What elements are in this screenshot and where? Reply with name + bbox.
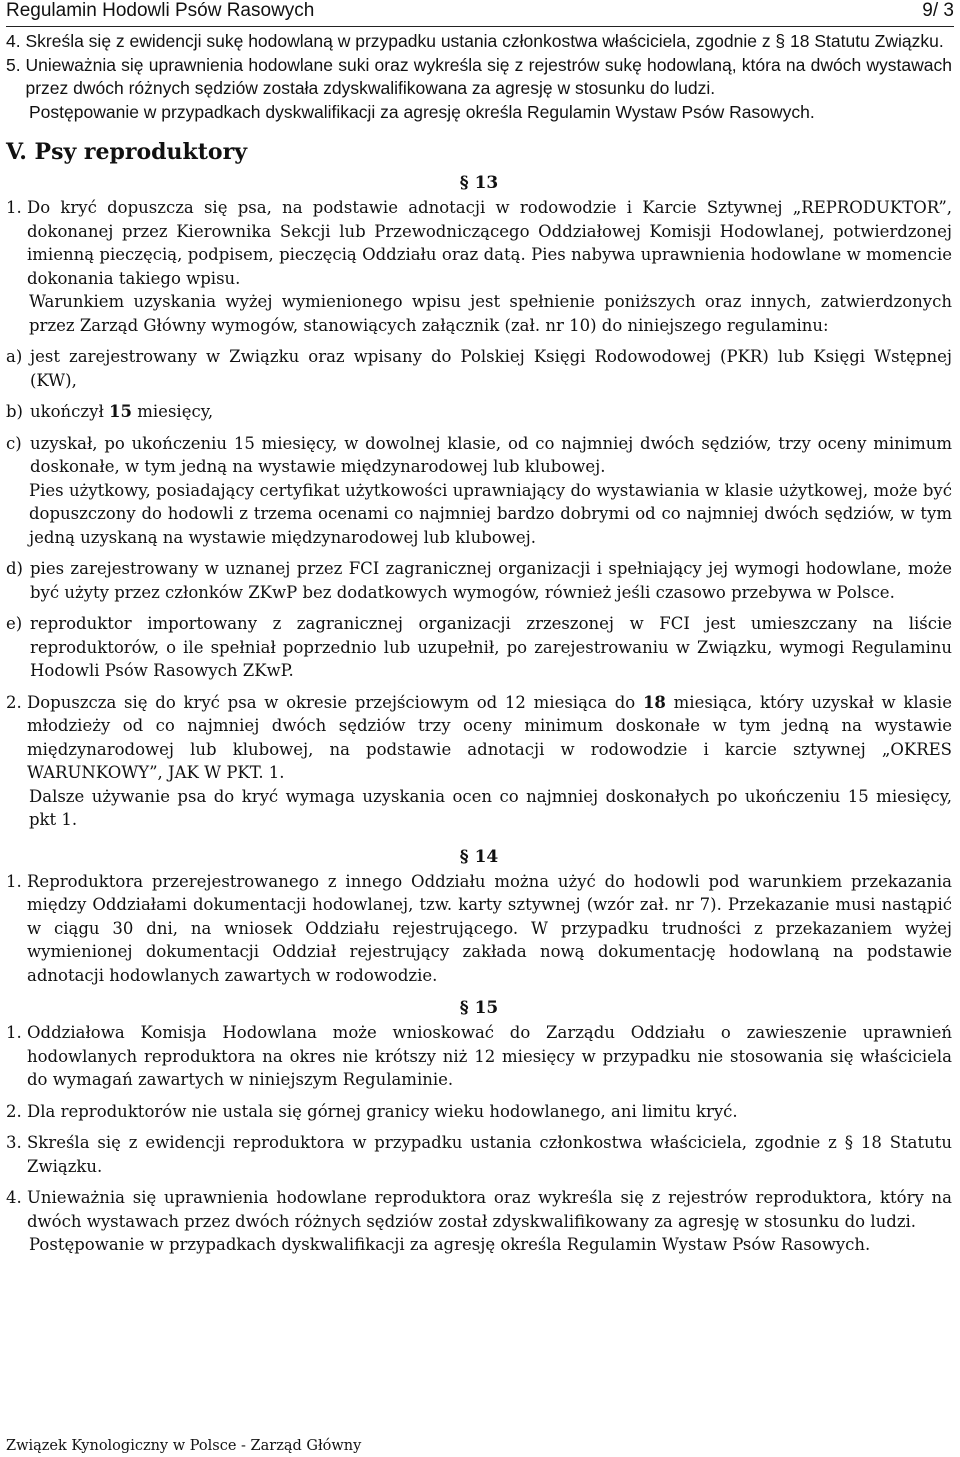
p13-condition-d: d) pies zarejestrowany w uznanej przez FCI zagranicznej organizacji i spełniający jej wymogi hodowlane, może być użyty przez członków ZKwP bez dodatkowych wymogów, również jeśli czasowo przebywa w Polsce. (6, 559, 952, 602)
p13-condition-b: b) ukończył 15 miesięcy, (6, 402, 214, 421)
p15-item-4: 4. Unieważnia się uprawnienia hodowlane reproduktora oraz wykreśla się z rejestrów reproduktora, który na dwóch wystawach przez dwóch różnych sędziów został zdyskwalifikowany za agresję w stosunku do ludzi. (6, 1188, 952, 1231)
page-number: 9/ 3 (922, 0, 954, 21)
paragraph-14-title: § 14 (459, 846, 499, 867)
paragraph-13-title: § 13 (459, 173, 499, 193)
document-title: Regulamin Hodowli Psów Rasowych (6, 0, 315, 21)
page-header (6, 0, 954, 27)
intro-item-4: 4. Skreśla się z ewidencji sukę hodowlaną w przypadku ustania członkostwa właściciela, zgodnie z § 18 Statutu Związku. (6, 31, 944, 51)
p13-condition-c-note: Pies użytkowy, posiadający certyfikat użytkowości uprawniający do wystawiania w klasie użytkowej, może być dopuszczony do hodowli z trzema ocenami co najmniej bardzo dobrymi od co najmniej dwóch sędziów, w tym jedną uzyskaną na wystawie międzynarodowej lub klubowej. (29, 480, 952, 547)
p13-condition-e: e) reproduktor importowany z zagranicznej organizacji zrzeszonej w FCI jest umieszczany na liście reproduktorów, o ile spełniał poprzednio lub uzupełnił, po zarejestrowaniu w Związku, wymogi Regulaminu Hodowli Psów Rasowych ZKwP. (6, 614, 952, 680)
p15-item-3: 3. Skreśla się z ewidencji reproduktora w przypadku ustania członkostwa właściciela, zgodnie z § 18 Statutu Związku. (6, 1133, 952, 1176)
p15-item-2: 2. Dla reproduktorów nie ustala się górnej granicy wieku hodowlanego, ani limitu kryć. (6, 1101, 738, 1121)
paragraph-15-title: § 15 (459, 998, 499, 1018)
p14-item-1: 1. Reproduktora przerejestrowanego z innego Oddziału można użyć do hodowli pod warunkiem przekazania między Oddziałami dokumentacji hodowlanej, tzw. karty sztywnej (wzór zał. nr 7). Przekazanie musi nastąpić w ciągu 30 dni, na wniosek Oddziału rejestrującego. W przypadku trudności z przekazaniem wyżej wymienionej dokumentacji Oddział rejestrujący zakłada nową dokumentację hodowlaną na podstawie adnotacji hodowlanych zawartych w rodowodzie. (6, 871, 952, 985)
p15-item-4-note: Postępowanie w przypadkach dyskwalifikacji za agresję określa Regulamin Wystaw Psów Rasowych. (29, 1235, 871, 1254)
section-heading: V. Psy reproduktory (6, 139, 247, 165)
p15-item-1: 1. Oddziałowa Komisja Hodowlana może wnioskować do Zarządu Oddziału o zawieszenie uprawnień hodowlanych reproduktora na okres nie krótszy niż 12 miesięcy w przypadku nie stosowania się właściciela do wymagań zawartych w niniejszym Regulaminie. (6, 1023, 952, 1089)
page-footer: Związek Kynologiczny w Polsce - Zarząd Główny (6, 1438, 362, 1454)
document-body (6, 30, 952, 1257)
p13-condition-a: a) jest zarejestrowany w Związku oraz wpisany do Polskiej Księgi Rodowodowej (PKR) lub Księgi Wstępnej (KW), (6, 347, 952, 390)
p13-item-2-note: Dalsze używanie psa do kryć wymaga uzyskania ocen co najmniej doskonałych po ukończeniu 15 miesięcy, pkt 1. (29, 786, 952, 829)
intro-item-5-note: Postępowanie w przypadkach dyskwalifikacji za agresję określa Regulamin Wystaw Psów Rasowych. (29, 101, 815, 122)
p13-item-2: 2. Dopuszcza się do kryć psa w okresie przejściowym od 12 miesiąca do 18 miesiąca, który uzyskał w klasie młodzieży od co najmniej dwóch sędziów trzy oceny minimum doskonałe w tym jedną na wystawie międzynarodowej lub klubowej, na podstawie adnotacji w rodowodzie i karcie sztywnej „OKRES WARUNKOWY”, JAK W PKT. 1. (6, 692, 952, 782)
intro-item-5: 5. Unieważnia się uprawnienia hodowlane suki oraz wykreśla się z rejestrów sukę hodowlaną, która na dwóch wystawach przez dwóch różnych sędziów została zdyskwalifikowana za agresję w stosunku do ludzi. (6, 54, 952, 98)
p13-item-1-conditions: Warunkiem uzyskania wyżej wymienionego wpisu jest spełnienie poniższych oraz innych, zatwierdzonych przez Zarząd Główny wymogów, stanowiących załącznik (zał. nr 10) do niniejszego regulaminu: (29, 292, 952, 335)
p13-condition-c: c) uzyskał, po ukończeniu 15 miesięcy, w dowolnej klasie, od co najmniej dwóch sędziów, trzy oceny minimum doskonałe, w tym jedną na wystawie międzynarodowej lub klubowej. (6, 433, 952, 476)
p13-item-1: 1. Do kryć dopuszcza się psa, na podstawie adnotacji w rodowodzie i Karcie Sztywnej „REPRODUKTOR”, dokonanej przez Kierownika Sekcji lub Przewodniczącego Oddziałowej Komisji Hodowlanej, potwierdzonej imienną pieczęcią, podpisem, pieczęcią Oddziału oraz datą. Pies nabywa uprawnienia hodowlane w momencie dokonania takiego wpisu. (6, 198, 952, 288)
